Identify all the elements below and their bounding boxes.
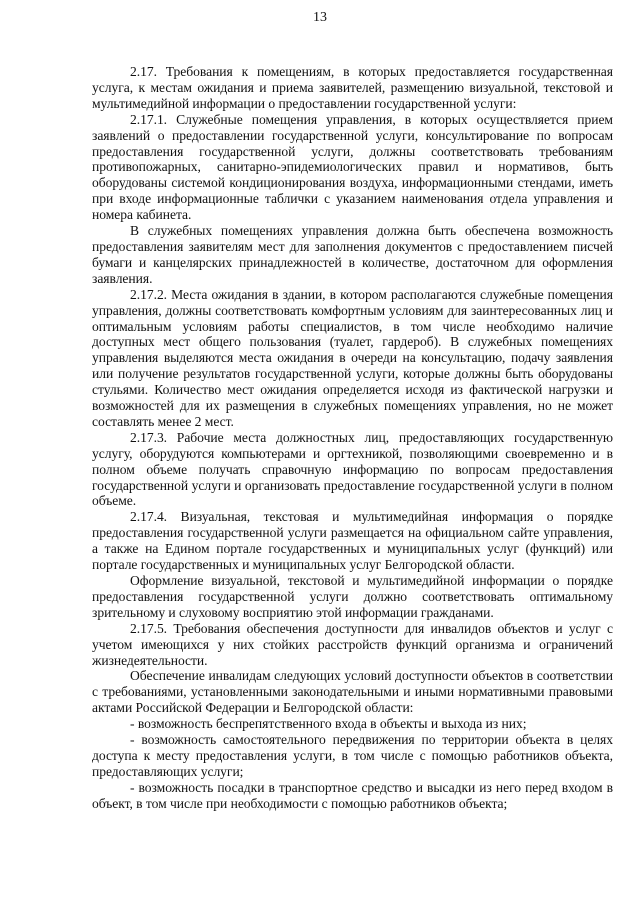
paragraph-2-17: 2.17. Требования к помещениям, в которых предоставляется государственная услуга, к местам ожидания и приема заявителей, размещению визуальной, текстовой и мультимедийной информации о предоставлении государственной услуги: (92, 64, 613, 111)
paragraph-2-17-1: 2.17.1. Служебные помещения управления, в которых осуществляется прием заявлений о предоставлении государственной услуги, консультирование по вопросам предоставления государственной услуги, должны соответствовать требованиям противопожарных, санитарно-эпидемиологических правил и нормативов, быть оборудованы системой кондиционирования воздуха, информационными стендами, иметь при входе информационные таблички с указанием наименования отдела управления и номера кабинета. (92, 111, 613, 223)
paragraph-workplaces: В служебных помещениях управления должна быть обеспечена возможность предоставления заявителям мест для заполнения документов с предоставлением писчей бумаги и канцелярских принадлежностей в количестве, достаточном для оформления заявления. (92, 223, 613, 286)
list-item: - возможность посадки в транспортное средство и высадки из него перед входом в объект, в том числе при необходимости с помощью работников объекта; (92, 779, 613, 811)
paragraph-accessibility: Обеспечение инвалидам следующих условий доступности объектов в соответствии с требованиями, установленными законодательными и иными нормативными правовыми актами Российской Федерации и Белгородской области: (92, 668, 613, 716)
page-number: 13 (313, 10, 327, 25)
paragraph-2-17-2: 2.17.2. Места ожидания в здании, в котором располагаются служебные помещения управления, должны соответствовать комфортным условиям для заинтересованных лиц и оптимальным условиям работы специалистов, в том числе необходимо наличие доступных мест общего пользования (туалет, гардероб). В служебных помещениях управления выделяются места ожидания в очереди на консультацию, подачу заявления или получение результатов государственной услуги, которые должны быть оборудованы стульями. Количество мест ожидания определяется исходя из фактической нагрузки и возможностей для их размещения в служебных помещениях управления, но не может составлять менее 2 мест. (92, 286, 613, 429)
paragraph-2-17-3: 2.17.3. Рабочие места должностных лиц, предоставляющих государственную услугу, оборудуются компьютерами и оргтехникой, позволяющими своевременно и в полном объеме получать справочную информацию по вопросам предоставления государственной услуги и организовать предоставление государственной услуги в полном объеме. (92, 429, 613, 509)
paragraph-info-design: Оформление визуальной, текстовой и мультимедийной информации о порядке предоставления государственной услуги должно соответствовать оптимальному зрительному и слуховому восприятию этой информации гражданами. (92, 573, 613, 620)
paragraph-2-17-5: 2.17.5. Требования обеспечения доступности для инвалидов объектов и услуг с учетом имеющихся у них стойких расстройств функций организма и ограничений жизнедеятельности. (92, 620, 613, 668)
paragraph-2-17-4: 2.17.4. Визуальная, текстовая и мультимедийная информация о порядке предоставления государственной услуги размещается на официальном сайте управления, а также на Едином портале государственных и муниципальных услуг (функций) или портале государственных и муниципальных услуг Белгородской области. (92, 509, 613, 573)
list-item: - возможность самостоятельного передвижения по территории объекта в целях доступа к месту предоставления услуги, в том числе с помощью работников объекта, предоставляющих услуги; (92, 732, 613, 779)
document-body (92, 64, 613, 812)
list-item: - возможность беспрепятственного входа в объекты и выхода из них; (130, 716, 527, 732)
